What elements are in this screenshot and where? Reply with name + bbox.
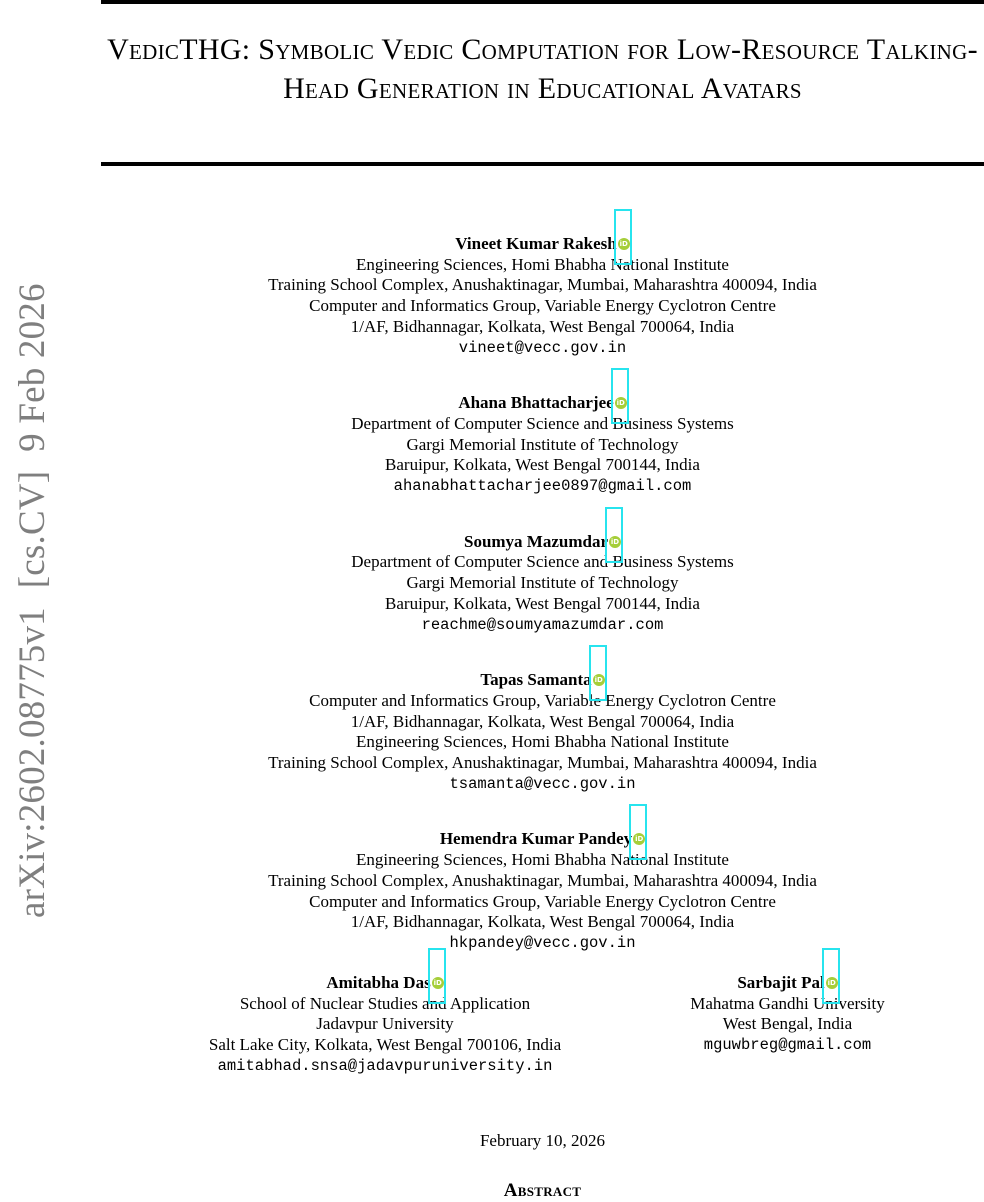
orcid-icon: iD: [594, 676, 603, 685]
affiliation-line: Baruipur, Kolkata, West Bengal 700144, India: [385, 593, 700, 613]
affiliation-line: Computer and Informatics Group, Variable Energy Cyclotron Centre: [309, 690, 776, 710]
affiliation-line: Engineering Sciences, Homi Bhabha National Institute: [356, 732, 729, 752]
highlight-box: [614, 209, 632, 265]
orcid-link[interactable]: [826, 977, 838, 989]
affiliation-line: Department of Computer Science and Business Systems: [351, 552, 734, 572]
author-name: Amitabha Das: [326, 973, 431, 992]
arxiv-stamp[interactable]: arXiv:2602.08775v1 [cs.CV] 9 Feb 2026: [12, 283, 53, 918]
author-block: [101, 393, 984, 497]
affiliation-line: Salt Lake City, Kolkata, West Bengal 700106, India: [208, 1035, 562, 1055]
author-name: Vineet Kumar Rakesh: [455, 234, 617, 253]
title-rule: [101, 162, 984, 166]
affiliation-line: Computer and Informatics Group, Variable Energy Cyclotron Centre: [309, 891, 776, 911]
orcid-link[interactable]: [432, 977, 444, 989]
affiliation-line: Gargi Memorial Institute of Technology: [406, 573, 679, 593]
top-rule: [101, 0, 984, 4]
author-row: [101, 973, 984, 1083]
author-block: [101, 532, 984, 636]
orcid-icon: iD: [616, 399, 625, 408]
affiliation-line: West Bengal, India: [722, 1014, 853, 1034]
orcid-link[interactable]: [618, 238, 630, 250]
author-block: [101, 234, 984, 358]
orcid-link[interactable]: [633, 833, 645, 845]
affiliation-line: Department of Computer Science and Business Systems: [351, 413, 734, 433]
author-block: [179, 973, 591, 1077]
affiliation-line: Computer and Informatics Group, Variable Energy Cyclotron Centre: [309, 296, 776, 316]
author-email[interactable]: hkpandey@vecc.gov.in: [449, 933, 636, 952]
orcid-link[interactable]: [615, 397, 627, 409]
affiliation-line: Training School Complex, Anushaktinagar, Mumbai, Maharashtra 400094, India: [268, 870, 817, 890]
affiliation-line: Engineering Sciences, Homi Bhabha National Institute: [356, 254, 729, 274]
author-block: [101, 829, 984, 953]
affiliation-line: Baruipur, Kolkata, West Bengal 700144, India: [385, 455, 700, 475]
author-list: [101, 234, 984, 989]
author-email[interactable]: mguwbreg@gmail.com: [703, 1036, 872, 1055]
orcid-icon: iD: [433, 979, 442, 987]
highlight-box: [822, 948, 840, 1004]
author-email[interactable]: tsamanta@vecc.gov.in: [449, 774, 636, 793]
orcid-icon: iD: [635, 835, 644, 844]
highlight-box: [589, 645, 607, 701]
affiliation-line: Training School Complex, Anushaktinagar, Mumbai, Maharashtra 400094, India: [268, 753, 817, 773]
affiliation-line: Jadavpur University: [316, 1014, 454, 1034]
affiliation-line: 1/AF, Bidhannagar, Kolkata, West Bengal 700064, India: [350, 711, 735, 731]
abstract-heading: Abstract: [503, 1180, 582, 1201]
highlight-box: [629, 804, 647, 860]
author-name: Ahana Bhattacharjee: [458, 393, 614, 413]
author-name: Tapas Samanta: [480, 670, 592, 690]
author-block: [101, 670, 984, 794]
paper-title: VedicTHG: Symbolic Vedic Computation for Low-Resource Talking-Head Generation in Educational Avatars: [107, 33, 978, 105]
author-block: [671, 973, 904, 1056]
author-name: Hemendra Kumar Pandey: [439, 829, 633, 849]
highlight-box: [428, 948, 446, 1004]
affiliation-line: School of Nuclear Studies and Application: [239, 993, 531, 1013]
highlight-box: [611, 368, 629, 424]
affiliation-line: Mahatma Gandhi University: [690, 993, 885, 1013]
affiliation-line: 1/AF, Bidhannagar, Kolkata, West Bengal 700064, India: [350, 912, 735, 932]
author-email[interactable]: vineet@vecc.gov.in: [458, 338, 627, 357]
orcid-icon: iD: [610, 537, 620, 546]
affiliation-line: Engineering Sciences, Homi Bhabha National Institute: [356, 850, 729, 870]
affiliation-line: Gargi Memorial Institute of Technology: [406, 434, 679, 454]
affiliation-line: 1/AF, Bidhannagar, Kolkata, West Bengal 700064, India: [350, 316, 735, 336]
author-email[interactable]: reachme@soumyamazumdar.com: [421, 615, 664, 634]
orcid-icon: iD: [827, 979, 836, 987]
orcid-link[interactable]: [593, 674, 605, 686]
orcid-link[interactable]: [609, 536, 621, 548]
author-email[interactable]: amitabhad.snsa@jadavpuruniversity.in: [217, 1056, 553, 1075]
affiliation-line: Training School Complex, Anushaktinagar, Mumbai, Maharashtra 400094, India: [268, 275, 817, 295]
author-name: Sarbajit Pal: [737, 973, 825, 992]
author-name: Soumya Mazumdar: [463, 531, 609, 551]
orcid-icon: iD: [619, 240, 628, 248]
author-email[interactable]: ahanabhattacharjee0897@gmail.com: [393, 477, 692, 496]
highlight-box: [605, 507, 623, 563]
paper-date: February 10, 2026: [479, 1131, 606, 1150]
